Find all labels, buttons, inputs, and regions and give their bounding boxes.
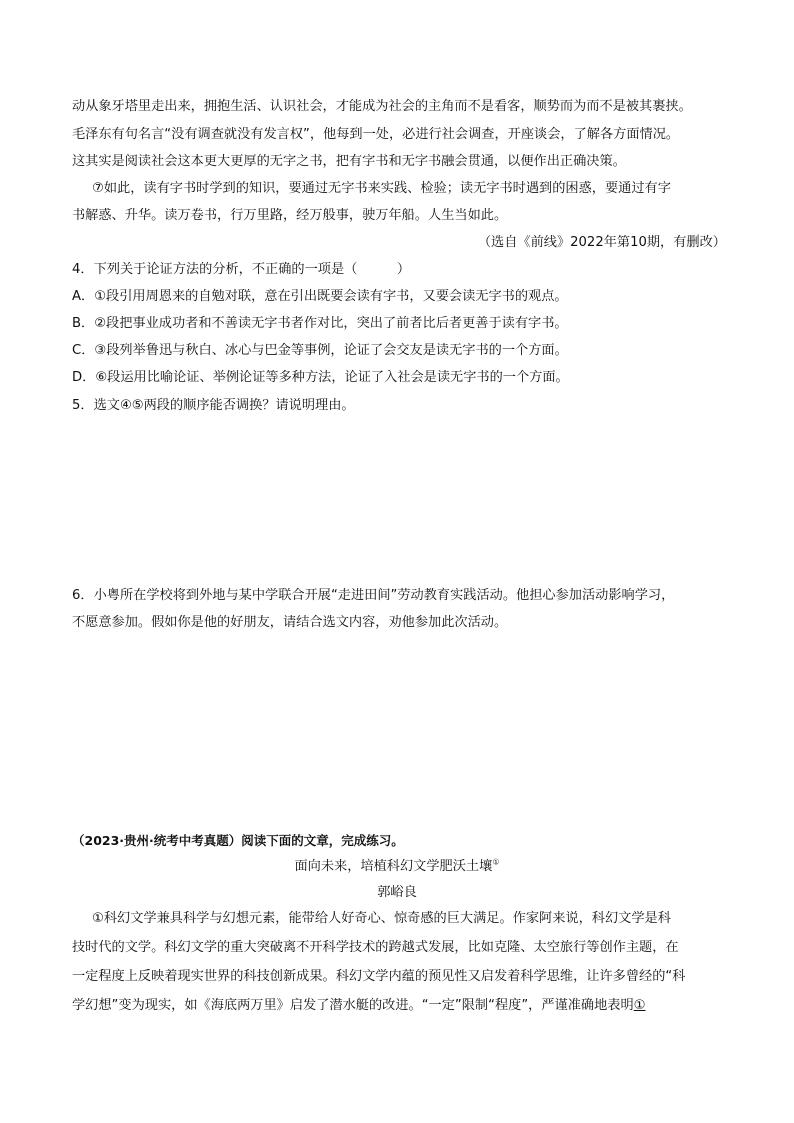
article-line: 毛泽东有句名言“没有调查就没有发言权”，他每到一处，必进行社会调查，开座谈会，了解各方面情况。 — [72, 127, 680, 142]
section2-paragraph-line: ①科幻文学兼具科学与幻想元素，能带给人好奇心、惊奇感的巨大满足。作家阿来说，科幻文学是科 — [92, 911, 671, 926]
article-line: 动从象牙塔里走出来，拥抱生活、认识社会，才能成为社会的主角而不是看客，顺势而为而不是被其裹挟。 — [72, 99, 692, 114]
section2-paragraph-line: 技时代的文学。科幻文学的重大突破离不开科学技术的跨越式发展，比如克隆、太空旅行等创作主题，在 — [72, 940, 679, 955]
section-header: （2023·贵州·统考中考真题）阅读下面的文章，完成练习。 — [72, 833, 404, 848]
question-6-line: 6．小粤所在学校将到外地与某中学联合开展“走进田间”劳动教育实践活动。他担心参加活动影响学习， — [72, 588, 675, 603]
option-d: D．⑥段运用比喻论证、举例论证等多种方法，论证了入社会是读无字书的一个方面。 — [72, 370, 569, 385]
paragraph-7-line: 书解惑、升华。读万卷书，行万里路，经万般事，驶万年船。人生当如此。 — [72, 208, 508, 223]
footnote-mark: ① — [492, 857, 500, 867]
article-author: 郭峪良 — [377, 885, 417, 900]
source-note: （选自《前线》2022年第10期，有删改） — [477, 235, 726, 250]
option-a: A．①段引用周恩来的自勉对联，意在引出既要会读有字书，又要会读无字书的观点。 — [72, 289, 568, 304]
question-6-line: 不愿意参加。假如你是他的好朋友，请结合选文内容，劝他参加此次活动。 — [72, 615, 508, 630]
option-c: C．③段列举鲁迅与秋白、冰心与巴金等事例，论证了会交友是读无字书的一个方面。 — [72, 343, 568, 358]
paragraph-7-line: ⑦如此，读有字书时学到的知识，要通过无字书来实践、检验；读无字书时遇到的困惑，要通过有字 — [92, 181, 671, 196]
section2-paragraph-line: 一定程度上反映着现实世界的科技创新成果。科幻文学内蕴的预见性又启发着科学思维，让许多曾经的“科 — [72, 969, 686, 984]
section2-paragraph-line — [72, 997, 646, 1015]
article-line: 这其实是阅读社会这本更大更厚的无字之书，把有字书和无字书融会贯通，以便作出正确决策。 — [72, 154, 626, 169]
article-title — [0, 858, 794, 876]
section2-paragraph-text: 学幻想”变为现实，如《海底两万里》启发了潜水艇的改进。“一定”限制“程度”，严谨准确地表明 — [72, 998, 634, 1013]
question-4: 4．下列关于论证方法的分析，不正确的一项是（ ） — [72, 262, 411, 277]
question-5: 5．选文④⑤两段的顺序能否调换？请说明理由。 — [72, 398, 355, 413]
article-title-text: 面向未来，培植科幻文学肥沃土壤 — [294, 859, 493, 874]
option-b: B．②段把事业成功者和不善读无字书者作对比，突出了前者比后者更善于读有字书。 — [72, 316, 568, 331]
underlined-marker: ① — [633, 998, 646, 1013]
